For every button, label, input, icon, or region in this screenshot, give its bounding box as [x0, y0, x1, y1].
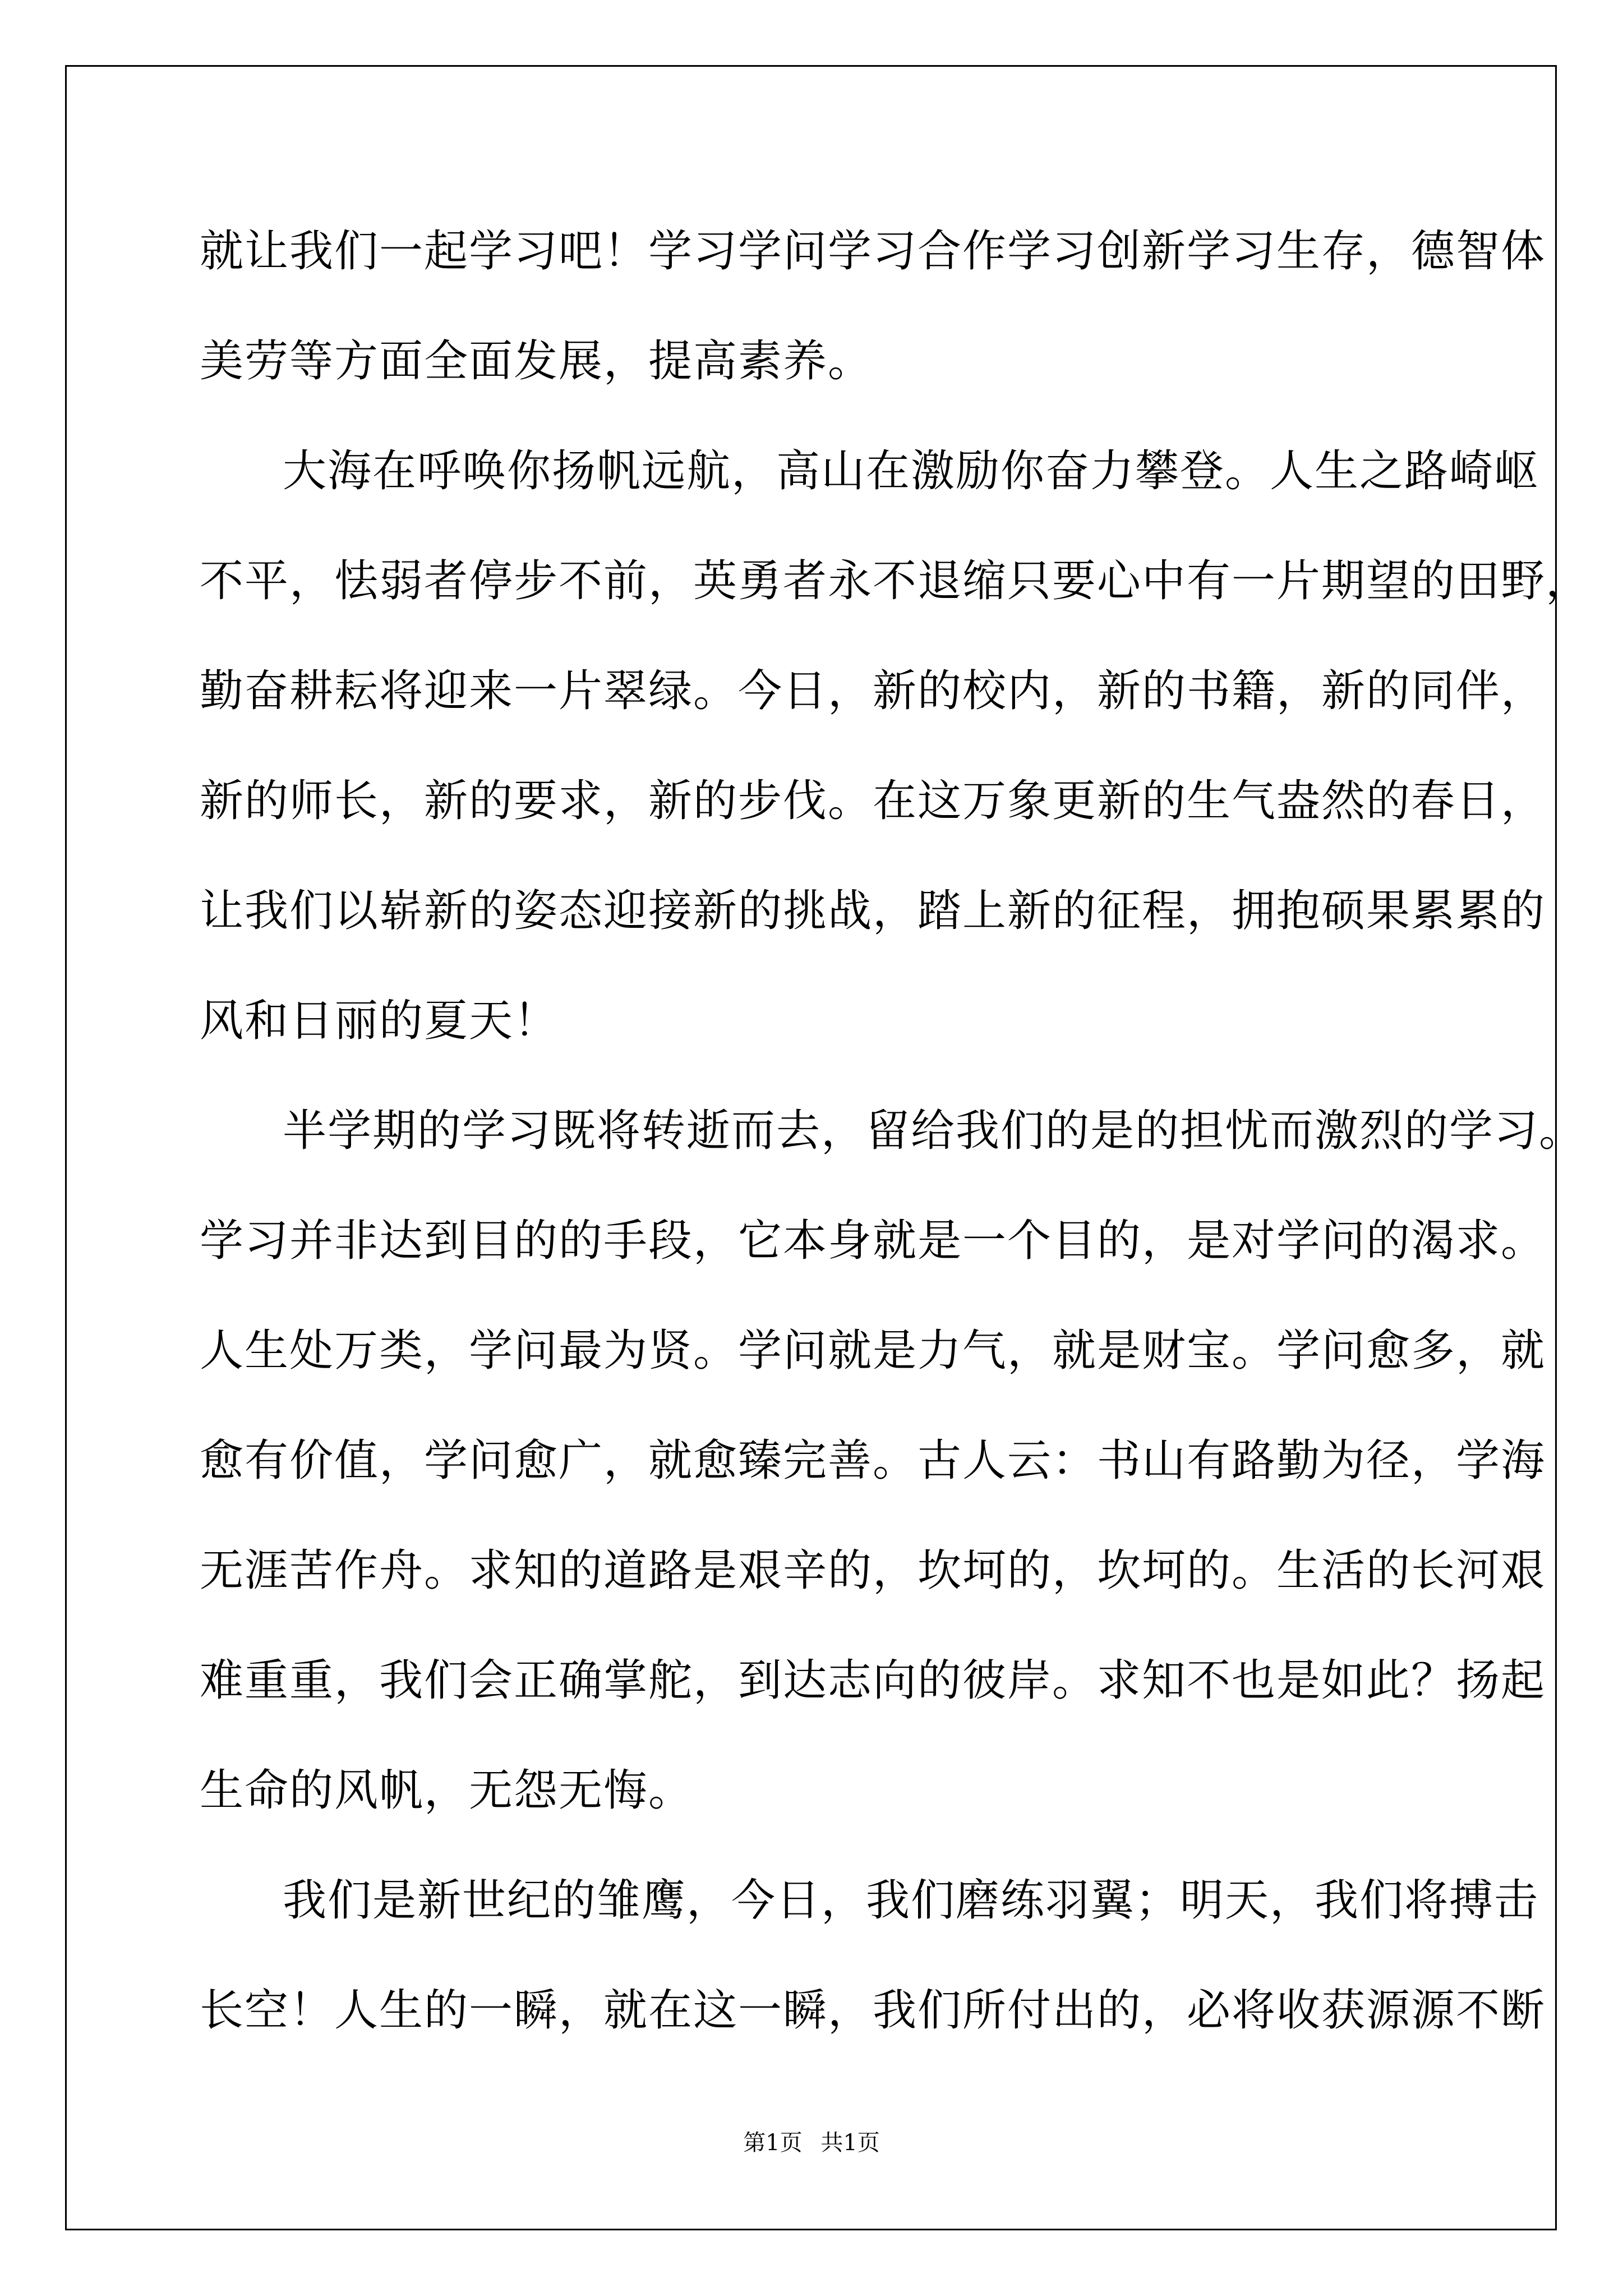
text-line: 新的师长，新的要求，新的步伐。在这万象更新的生气盎然的春日，	[200, 776, 1546, 826]
text-line: 让我们以崭新的姿态迎接新的挑战，踏上新的征程，拥抱硕果累累的	[200, 886, 1546, 936]
paragraph-start-line: 我们是新世纪的雏鹰，今日，我们磨练羽翼；明天，我们将搏击	[283, 1875, 1539, 1926]
text-line: 愈有价值，学问愈广，就愈臻完善。古人云：书山有路勤为径，学海	[200, 1435, 1546, 1486]
text-line: 学习并非达到目的的手段，它本身就是一个目的，是对学问的渴求。	[200, 1216, 1546, 1266]
paragraph-start-line: 大海在呼唤你扬帆远航，高山在激励你奋力攀登。人生之路崎岖	[283, 446, 1539, 496]
text-line: 难重重，我们会正确掌舵，到达志向的彼岸。求知不也是如此？扬起	[200, 1655, 1546, 1706]
page-footer	[0, 2125, 1623, 2157]
text-line: 人生处万类，学问最为贤。学问就是力气，就是财宝。学问愈多，就	[200, 1326, 1546, 1376]
page-number-indicator: 第1页 共1页	[743, 2130, 880, 2156]
text-line: 风和日丽的夏天！	[200, 996, 559, 1046]
document-body	[200, 218, 1591, 2087]
text-line: 长空！人生的一瞬，就在这一瞬，我们所付出的，必将收获源源不断	[200, 1985, 1546, 2036]
text-line: 生命的风帆，无怨无悔。	[200, 1765, 694, 1816]
text-line: 无涯苦作舟。求知的道路是艰辛的，坎坷的，坎坷的。生活的长河艰	[200, 1545, 1546, 1596]
text-line: 美劳等方面全面发展，提高素养。	[200, 336, 873, 386]
text-line: 勤奋耕耘将迎来一片翠绿。今日，新的校内，新的书籍，新的同伴，	[200, 666, 1546, 716]
text-line: 就让我们一起学习吧！学习学问学习合作学习创新学习生存，德智体	[200, 226, 1546, 277]
paragraph-start-line: 半学期的学习既将转逝而去，留给我们的是的担忧而激烈的学习。	[283, 1106, 1584, 1156]
text-line: 不平，怯弱者停步不前，英勇者永不退缩只要心中有一片期望的田野，	[200, 556, 1591, 606]
